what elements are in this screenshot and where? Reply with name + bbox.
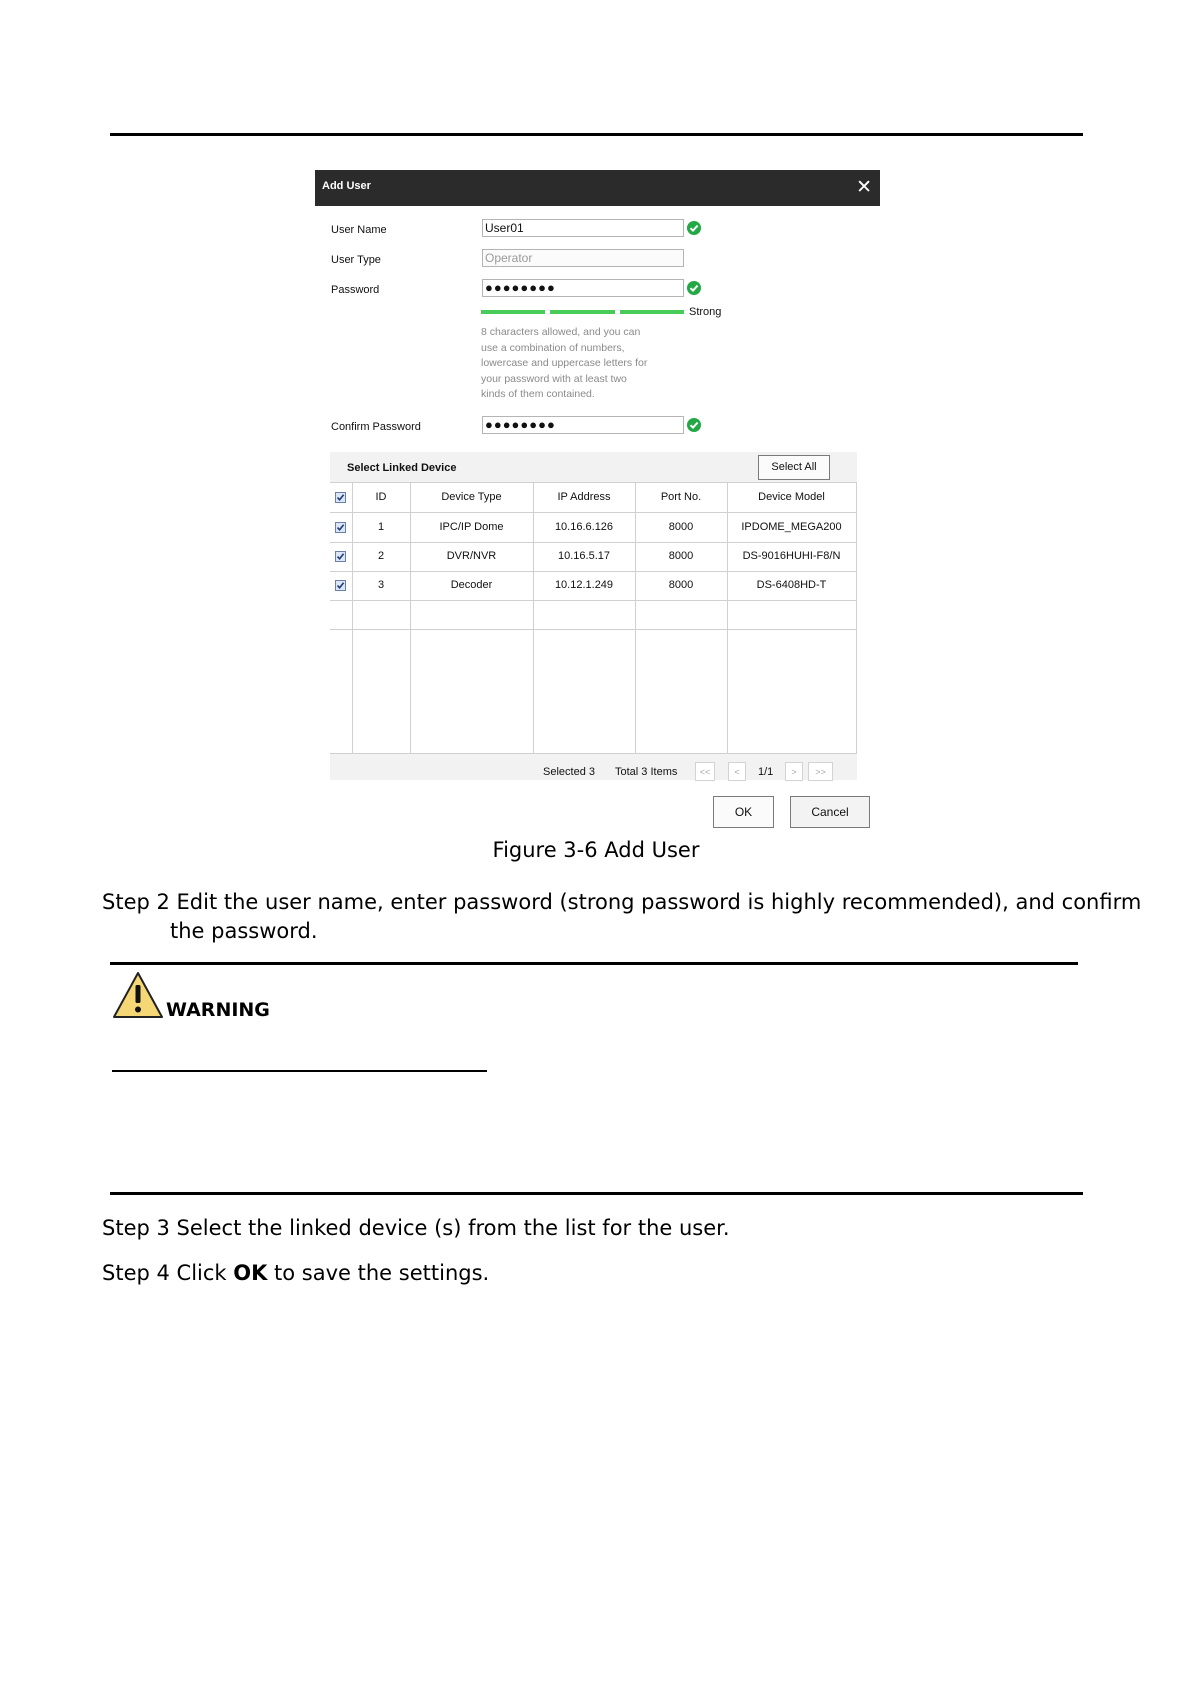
row-checkbox[interactable] bbox=[335, 580, 346, 591]
row-divider bbox=[330, 600, 857, 601]
cell-ip-address: 10.16.5.17 bbox=[558, 550, 610, 562]
pager-last-button[interactable]: >> bbox=[808, 762, 833, 781]
warning-bottom-rule bbox=[110, 1192, 1083, 1195]
strength-bar-3 bbox=[620, 310, 684, 314]
cell-ip-address: 10.12.1.249 bbox=[554, 579, 614, 591]
cell-port: 8000 bbox=[668, 521, 694, 533]
cell-port: 8000 bbox=[668, 579, 694, 591]
cell-device-model: DS-9016HUHI-F8/N bbox=[742, 550, 841, 562]
dialog-title: Add User bbox=[322, 180, 371, 192]
pager-prev-button[interactable]: < bbox=[728, 762, 746, 781]
row-checkbox[interactable] bbox=[335, 522, 346, 533]
cell-device-type: IPC/IP Dome bbox=[439, 521, 504, 533]
hint-line: lowercase and uppercase letters for bbox=[481, 357, 648, 369]
strength-label: Strong bbox=[689, 306, 722, 318]
cell-id: 2 bbox=[377, 550, 385, 562]
warning-divider bbox=[112, 1070, 487, 1072]
user-name-input[interactable]: User01 bbox=[482, 219, 684, 237]
password-label: Password bbox=[331, 284, 380, 296]
column-divider bbox=[856, 483, 857, 753]
hint-line: kinds of them contained. bbox=[481, 388, 595, 400]
figure-caption: Figure 3-6 Add User bbox=[492, 838, 700, 862]
strength-bar-1 bbox=[481, 310, 545, 314]
row-divider bbox=[330, 629, 857, 630]
cancel-button[interactable]: Cancel bbox=[790, 796, 870, 828]
total-count: Total 3 Items bbox=[615, 766, 678, 778]
column-header-device-type: Device Type bbox=[441, 491, 502, 503]
device-table bbox=[330, 482, 857, 754]
warning-label: WARNING bbox=[166, 999, 270, 1021]
add-user-dialog bbox=[315, 170, 880, 830]
pager-next-button[interactable]: > bbox=[785, 762, 803, 781]
user-type-input[interactable]: Operator bbox=[482, 249, 684, 267]
dialog-header bbox=[315, 170, 880, 206]
cell-device-type: Decoder bbox=[450, 579, 493, 591]
confirm-password-label: Confirm Password bbox=[331, 421, 421, 433]
strength-bar-2 bbox=[550, 310, 615, 314]
step-4-prefix: Step 4 Click bbox=[102, 1261, 234, 1285]
row-checkbox[interactable] bbox=[335, 551, 346, 562]
cell-id: 1 bbox=[377, 521, 385, 533]
step-2-line-1: Step 2 Edit the user name, enter password (strong password is highly recommended), and confirm bbox=[102, 890, 1142, 914]
password-input[interactable]: ●●●●●●●● bbox=[482, 279, 684, 297]
ok-keyword: OK bbox=[233, 1261, 268, 1285]
hint-line: use a combination of numbers, bbox=[481, 341, 625, 354]
valid-check-icon bbox=[687, 418, 701, 432]
step-3: Step 3 Select the linked device (s) from the list for the user. bbox=[102, 1216, 730, 1240]
selected-count: Selected 3 bbox=[543, 766, 595, 778]
cell-id: 3 bbox=[377, 579, 385, 591]
warning-triangle-icon bbox=[112, 970, 164, 1020]
pager-page-number: 1/1 bbox=[758, 766, 774, 778]
confirm-password-input[interactable]: ●●●●●●●● bbox=[482, 416, 684, 434]
password-hint bbox=[481, 325, 681, 403]
ok-button[interactable]: OK bbox=[713, 796, 774, 828]
linked-device-panel bbox=[330, 452, 857, 780]
pager-first-button[interactable]: << bbox=[695, 762, 715, 781]
step-2-line-2: the password. bbox=[170, 919, 318, 943]
warning-top-rule bbox=[110, 962, 1078, 965]
cell-ip-address: 10.16.6.126 bbox=[554, 521, 614, 533]
hint-line: your password with at least two bbox=[481, 372, 627, 385]
step-4-suffix: to save the settings. bbox=[267, 1261, 490, 1285]
column-header-port: Port No. bbox=[660, 491, 702, 503]
valid-check-icon bbox=[687, 221, 701, 235]
user-type-label: User Type bbox=[331, 254, 381, 266]
linked-device-title: Select Linked Device bbox=[347, 462, 457, 474]
step-4 bbox=[102, 1259, 489, 1288]
select-all-button[interactable]: Select All bbox=[758, 455, 830, 480]
cell-device-model: IPDOME_MEGA200 bbox=[741, 521, 842, 533]
close-icon[interactable]: ✕ bbox=[856, 176, 872, 198]
cell-device-model: DS-6408HD-T bbox=[756, 579, 827, 591]
valid-check-icon bbox=[687, 281, 701, 295]
column-header-ip-address: IP Address bbox=[557, 491, 611, 503]
cell-device-type: DVR/NVR bbox=[446, 550, 497, 562]
user-name-label: User Name bbox=[331, 224, 387, 236]
hint-line: 8 characters allowed, and you can bbox=[481, 326, 641, 338]
column-header-id: ID bbox=[375, 491, 387, 503]
column-header-device-model: Device Model bbox=[758, 491, 825, 503]
select-all-checkbox[interactable] bbox=[335, 492, 346, 503]
cell-port: 8000 bbox=[668, 550, 694, 562]
top-rule bbox=[110, 133, 1083, 136]
